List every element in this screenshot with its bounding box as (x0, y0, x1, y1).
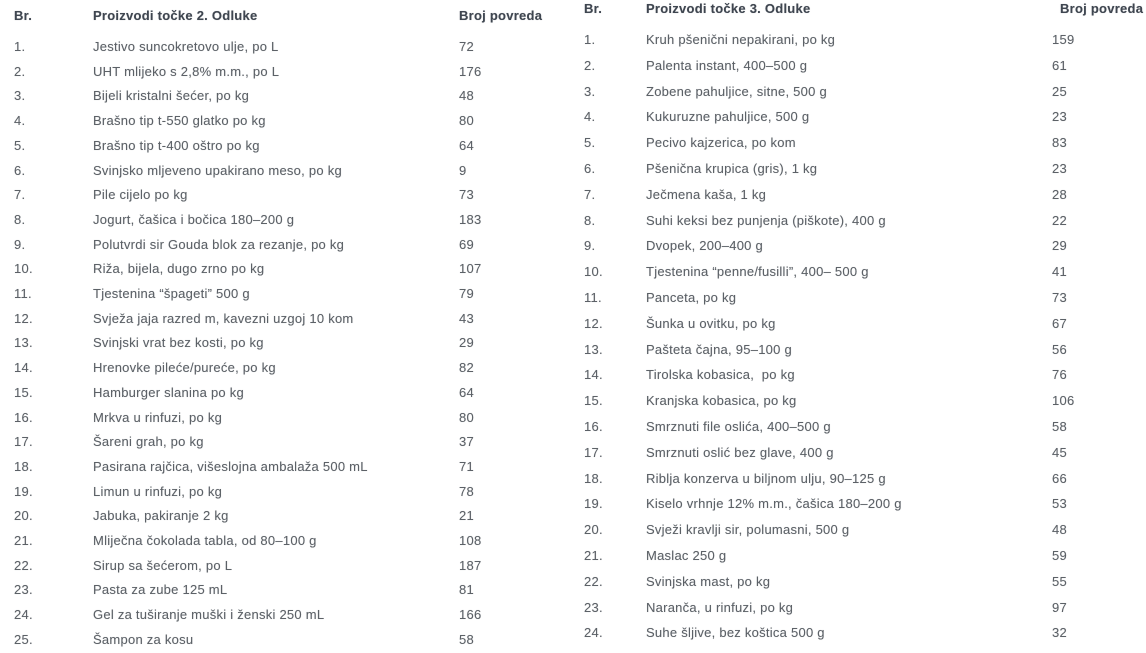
table-body (14, 35, 574, 653)
product-name: Naranča, u rinfuzi, po kg (646, 599, 794, 615)
table-row (14, 529, 574, 554)
row-number: 6. (14, 162, 26, 178)
row-number: 19. (584, 496, 603, 512)
product-name: Brašno tip t-550 glatko po kg (93, 113, 266, 129)
violation-count: 80 (459, 409, 474, 425)
table-row (584, 517, 1146, 543)
violation-count: 53 (1052, 496, 1067, 512)
row-number: 6. (584, 160, 596, 176)
violation-count: 58 (459, 631, 474, 647)
row-number: 16. (14, 409, 33, 425)
row-number: 15. (584, 393, 603, 409)
table-row (14, 480, 574, 505)
table-row (14, 109, 574, 134)
table-row (584, 27, 1146, 53)
violation-count: 23 (1052, 160, 1067, 176)
violation-count: 59 (1052, 547, 1067, 563)
table-row (584, 414, 1146, 440)
product-name: Jabuka, pakiranje 2 kg (93, 508, 229, 524)
product-name: Jestivo suncokretovo ulje, po L (93, 39, 279, 54)
product-name: Mrkva u rinfuzi, po kg (93, 409, 223, 425)
table-row (584, 388, 1146, 414)
row-number: 7. (584, 186, 596, 202)
row-number: 17. (584, 444, 603, 460)
product-name: Kranjska kobasica, po kg (646, 393, 797, 409)
product-name: Hrenovke pileće/pureće, po kg (93, 360, 276, 376)
product-name: Smrznuti file oslića, 400–500 g (646, 418, 831, 434)
table-row (14, 578, 574, 603)
header-violation-count: Broj povreda (459, 8, 543, 23)
row-number: 7. (14, 187, 26, 203)
product-name: Mliječna čokolada tabla, od 80–100 g (93, 533, 317, 549)
violation-count: 55 (1052, 573, 1067, 589)
violation-count: 82 (459, 360, 474, 376)
table-row (14, 159, 574, 184)
row-number: 9. (14, 236, 26, 252)
header-number: Br. (584, 1, 603, 16)
table-row (14, 356, 574, 381)
row-number: 10. (584, 264, 603, 280)
header-product: Proizvodi točke 2. Odluke (93, 8, 258, 23)
table-row (584, 311, 1146, 337)
product-name: Svježi kravlji sir, polumasni, 500 g (646, 522, 850, 538)
table-row (14, 406, 574, 431)
row-number: 21. (14, 533, 33, 549)
product-name: Pasta za zube 125 mL (93, 582, 228, 598)
row-number: 13. (14, 335, 33, 351)
violation-count: 37 (459, 434, 474, 450)
table-row (584, 208, 1146, 234)
row-number: 23. (584, 599, 603, 615)
violation-count: 61 (1052, 57, 1067, 73)
violation-count: 58 (1052, 418, 1067, 434)
violation-count: 107 (459, 261, 482, 277)
row-number: 25. (14, 631, 33, 647)
product-name: Pasirana rajčica, višeslojna ambalaža 500 mL (93, 458, 368, 474)
table-row (14, 208, 574, 233)
row-number: 15. (14, 384, 33, 400)
product-name: Dvopek, 200–400 g (646, 238, 764, 254)
table-row (584, 362, 1146, 388)
product-name: Gel za tuširanje muški i ženski 250 mL (93, 607, 325, 623)
table-row (14, 603, 574, 628)
violation-count: 45 (1052, 444, 1067, 460)
table-row (14, 60, 574, 85)
row-number: 18. (14, 458, 33, 474)
product-name: Svinjsko mljeveno upakirano meso, po kg (93, 162, 342, 178)
row-number: 10. (14, 261, 33, 277)
table-row (584, 491, 1146, 517)
row-number: 13. (584, 341, 603, 357)
violation-count: 81 (459, 582, 474, 598)
violation-count: 97 (1052, 599, 1067, 615)
table-row (584, 337, 1146, 363)
product-name: Tjestenina “penne/fusilli”, 400– 500 g (646, 264, 869, 280)
table-body (584, 27, 1146, 646)
row-number: 2. (14, 63, 26, 79)
table-row (584, 233, 1146, 259)
table-row (14, 554, 574, 579)
violation-count: 66 (1052, 470, 1067, 486)
table-row (584, 285, 1146, 311)
row-number: 24. (584, 625, 603, 641)
table-row (584, 440, 1146, 466)
product-name: Brašno tip t-400 oštro po kg (93, 137, 260, 153)
table-row (14, 331, 574, 356)
table-row (14, 257, 574, 282)
violation-count: 73 (1052, 289, 1067, 305)
product-name: Riža, bijela, dugo zrno po kg (93, 261, 265, 277)
row-number: 4. (14, 113, 26, 129)
table-header-row (584, 3, 1146, 15)
row-number: 2. (584, 57, 596, 73)
table-row (14, 282, 574, 307)
table-row (584, 466, 1146, 492)
row-number: 22. (584, 573, 603, 589)
violation-count: 166 (459, 607, 482, 623)
table-row (584, 130, 1146, 156)
table-row (14, 35, 574, 60)
row-number: 16. (584, 418, 603, 434)
row-number: 19. (14, 483, 33, 499)
row-number: 21. (584, 547, 603, 563)
row-number: 14. (584, 367, 603, 383)
row-number: 14. (14, 360, 33, 376)
table-row (14, 504, 574, 529)
product-name: Limun u rinfuzi, po kg (93, 483, 223, 499)
product-name: UHT mlijeko s 2,8% m.m., po L (93, 63, 280, 79)
violation-count: 73 (459, 187, 474, 203)
violation-count: 79 (459, 286, 474, 302)
product-name: Tjestenina “špageti” 500 g (93, 286, 250, 302)
violation-count: 56 (1052, 341, 1067, 357)
violation-count: 108 (459, 533, 482, 549)
table-row (14, 307, 574, 332)
violation-count: 32 (1052, 625, 1067, 641)
product-name: Panceta, po kg (646, 289, 737, 305)
row-number: 22. (14, 557, 33, 573)
row-number: 5. (14, 137, 26, 153)
violation-count: 43 (459, 310, 474, 326)
product-name: Pecivo kajzerica, po kom (646, 135, 796, 151)
row-number: 20. (584, 522, 603, 538)
table-row (14, 628, 574, 653)
violation-count: 176 (459, 63, 482, 79)
violation-count: 159 (1052, 32, 1075, 47)
row-number: 11. (584, 289, 602, 305)
product-name: Polutvrdi sir Gouda blok za rezanje, po kg (93, 236, 345, 252)
table-row (584, 620, 1146, 646)
table-row (584, 182, 1146, 208)
table-row (14, 430, 574, 455)
table-row (14, 233, 574, 258)
row-number: 12. (14, 310, 33, 326)
row-number: 12. (584, 315, 603, 331)
violation-count: 29 (459, 335, 474, 351)
table-row (14, 84, 574, 109)
product-name: Palenta instant, 400–500 g (646, 57, 808, 73)
violation-count: 80 (459, 113, 474, 129)
header-violation-count: Broj povreda (1060, 1, 1144, 16)
table-row (584, 53, 1146, 79)
violation-count: 48 (459, 88, 474, 104)
product-name: Šunka u ovitku, po kg (646, 315, 776, 331)
table-products-point-3 (584, 3, 1146, 646)
violation-count: 83 (1052, 135, 1067, 151)
violation-count: 48 (1052, 522, 1067, 538)
product-name: Kruh pšenični nepakirani, po kg (646, 32, 836, 47)
table-header-row (14, 10, 574, 22)
violation-count: 29 (1052, 238, 1067, 254)
row-number: 1. (584, 32, 596, 47)
table-products-point-2 (14, 10, 574, 653)
row-number: 24. (14, 607, 33, 623)
violation-count: 21 (459, 508, 474, 524)
table-row (14, 455, 574, 480)
product-name: Pile cijelo po kg (93, 187, 188, 203)
row-number: 3. (584, 83, 596, 99)
row-number: 8. (584, 212, 596, 228)
table-row (14, 134, 574, 159)
row-number: 23. (14, 582, 33, 598)
product-name: Jogurt, čašica i bočica 180–200 g (93, 211, 295, 227)
violation-count: 78 (459, 483, 474, 499)
row-number: 18. (584, 470, 603, 486)
header-product: Proizvodi točke 3. Odluke (646, 1, 811, 16)
product-name: Zobene pahuljice, sitne, 500 g (646, 83, 827, 99)
product-name: Hamburger slanina po kg (93, 384, 244, 400)
product-name: Kiselo vrhnje 12% m.m., čašica 180–200 g (646, 496, 902, 512)
violation-count: 106 (1052, 393, 1075, 409)
product-name: Šareni grah, po kg (93, 434, 204, 450)
row-number: 9. (584, 238, 596, 254)
violation-count: 22 (1052, 212, 1067, 228)
violation-count: 9 (459, 162, 467, 178)
violation-count: 71 (459, 458, 474, 474)
product-name: Bijeli kristalni šećer, po kg (93, 88, 250, 104)
product-name: Pšenična krupica (gris), 1 kg (646, 160, 818, 176)
violation-count: 23 (1052, 109, 1067, 125)
product-name: Pašteta čajna, 95–100 g (646, 341, 792, 357)
product-name: Suhi keksi bez punjenja (piškote), 400 g (646, 212, 886, 228)
product-name: Maslac 250 g (646, 547, 727, 563)
violation-count: 67 (1052, 315, 1067, 331)
product-name: Riblja konzerva u biljnom ulju, 90–125 g (646, 470, 886, 486)
table-row (14, 381, 574, 406)
row-number: 4. (584, 109, 596, 125)
table-row (584, 543, 1146, 569)
violation-count: 28 (1052, 186, 1067, 202)
table-row (584, 156, 1146, 182)
product-name: Tirolska kobasica, po kg (646, 367, 795, 383)
product-name: Ječmena kaša, 1 kg (646, 186, 767, 202)
row-number: 1. (14, 39, 26, 54)
violation-count: 183 (459, 211, 482, 227)
product-name: Kukuruzne pahuljice, 500 g (646, 109, 810, 125)
header-number: Br. (14, 8, 33, 23)
table-row (584, 569, 1146, 595)
violation-count: 69 (459, 236, 474, 252)
violation-count: 76 (1052, 367, 1067, 383)
product-name: Svinjska mast, po kg (646, 573, 771, 589)
row-number: 8. (14, 211, 26, 227)
row-number: 20. (14, 508, 33, 524)
violation-count: 41 (1052, 264, 1067, 280)
product-name: Šampon za kosu (93, 631, 194, 647)
product-name: Suhe šljive, bez koštica 500 g (646, 625, 825, 641)
violation-count: 72 (459, 39, 474, 54)
table-row (584, 259, 1146, 285)
product-name: Svježa jaja razred m, kavezni uzgoj 10 kom (93, 310, 354, 326)
row-number: 3. (14, 88, 26, 104)
violation-count: 25 (1052, 83, 1067, 99)
row-number: 17. (14, 434, 33, 450)
violation-count: 64 (459, 384, 474, 400)
product-name: Smrznuti oslić bez glave, 400 g (646, 444, 834, 460)
product-name: Sirup sa šećerom, po L (93, 557, 233, 573)
row-number: 5. (584, 135, 596, 151)
violation-count: 64 (459, 137, 474, 153)
table-row (584, 595, 1146, 621)
product-name: Svinjski vrat bez kosti, po kg (93, 335, 264, 351)
row-number: 11. (14, 286, 32, 302)
table-row (14, 183, 574, 208)
table-row (584, 104, 1146, 130)
violation-count: 187 (459, 557, 482, 573)
table-row (584, 79, 1146, 105)
